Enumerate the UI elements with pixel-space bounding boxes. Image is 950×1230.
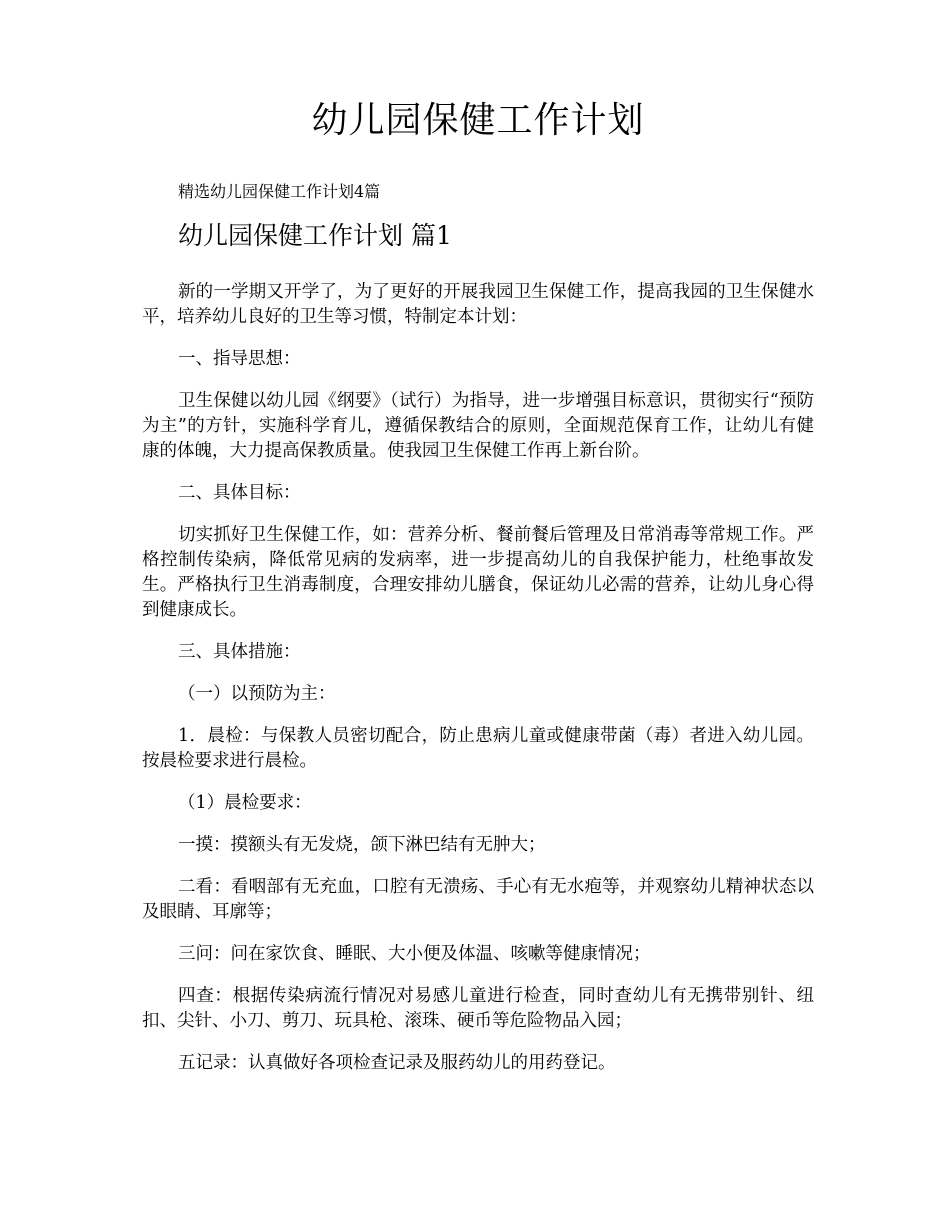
paragraph-morning-check: 1．晨检：与保教人员密切配合，防止患病儿童或健康带菌（毒）者进入幼儿园。按晨检要求进行晨检。	[142, 726, 814, 771]
paragraph-touch: 一摸：摸额头有无发烧，颌下淋巴结有无肿大；	[178, 835, 546, 855]
paragraph-ask: 三问：问在家饮食、睡眠、大小便及体温、咳嗽等健康情况；	[178, 944, 651, 964]
paragraph-heading-specific-goals: 二、具体目标：	[178, 483, 301, 503]
paragraph-inspect: 四查：根据传染病流行情况对易感儿童进行检查，同时查幼儿有无携带别针、纽扣、尖针、小刀、剪刀、玩具枪、滚珠、硬币等危险物品入园；	[142, 986, 814, 1031]
paragraph-guiding-ideology: 卫生保健以幼儿园《纲要》（试行）为指导，进一步增强目标意识，贯彻实行“预防为主”的方针，实施科学育儿，遵循保教结合的原则，全面规范保育工作，让幼儿有健康的体魄，大力提高保教质量。使我园卫生保健工作再上新台阶。	[142, 391, 814, 461]
paragraph-prevention-first: （一）以预防为主：	[178, 684, 336, 704]
document-subtitle: 精选幼儿园保健工作计划4篇	[178, 182, 381, 201]
paragraph-record: 五记录：认真做好各项检查记录及服药幼儿的用药登记。	[178, 1053, 616, 1073]
paragraph-heading-specific-measures: 三、具体措施：	[178, 642, 301, 662]
paragraph-morning-check-requirements: （1）晨检要求：	[178, 793, 312, 813]
paragraph-intro: 新的一学期又开学了，为了更好的开展我园卫生保健工作，提高我园的卫生保健水平，培养幼儿良好的卫生等习惯，特制定本计划：	[142, 282, 814, 327]
document-body	[142, 280, 814, 1076]
document-title: 幼儿园保健工作计划	[311, 100, 645, 141]
section-heading: 幼儿园保健工作计划 篇1	[178, 221, 452, 250]
paragraph-heading-guiding-ideology: 一、指导思想：	[178, 349, 301, 369]
paragraph-specific-goals: 切实抓好卫生保健工作，如：营养分析、餐前餐后管理及日常消毒等常规工作。严格控制传染病，降低常见病的发病率，进一步提高幼儿的自我保护能力，杜绝事故发生。严格执行卫生消毒制度，合理安排幼儿膳食，保证幼儿必需的营养，让幼儿身心得到健康成长。	[142, 525, 814, 620]
paragraph-look: 二看：看咽部有无充血，口腔有无溃疡、手心有无水疱等，并观察幼儿精神状态以及眼睛、耳廓等；	[142, 877, 814, 922]
